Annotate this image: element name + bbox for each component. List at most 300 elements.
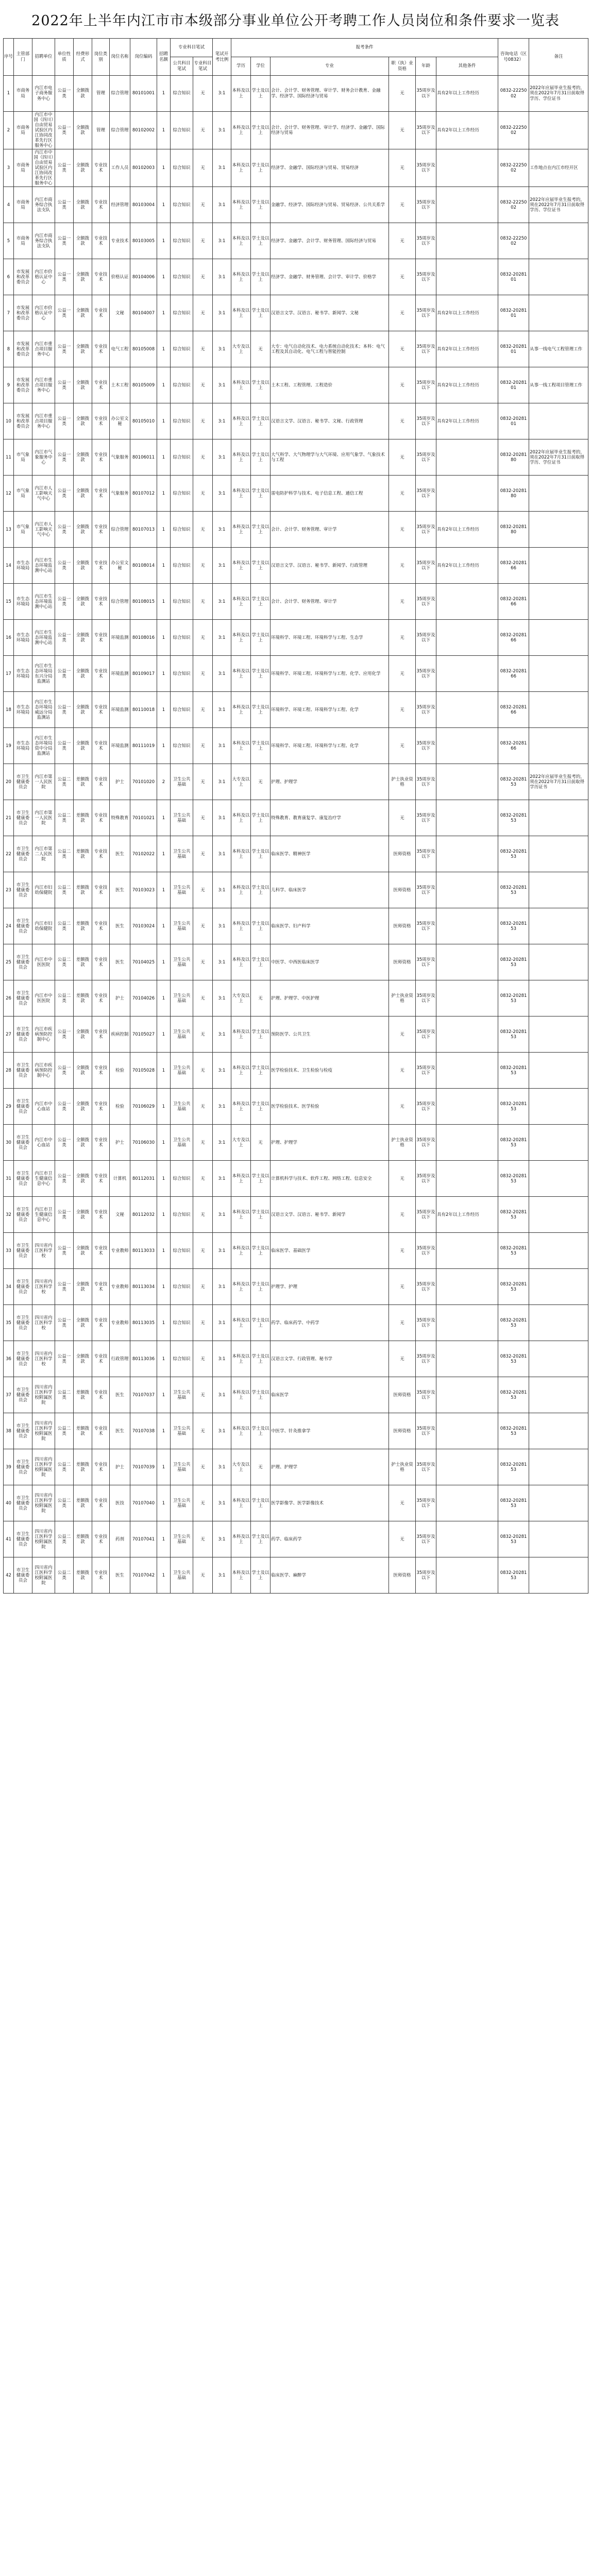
cell-title-cert: 无 xyxy=(389,1016,416,1053)
cell-phone: 0832-2028153 xyxy=(498,1413,529,1449)
cell-count: 1 xyxy=(157,223,171,259)
cell-dept: 市生态环境局 xyxy=(14,584,32,620)
cell-exam-ratio: 3:1 xyxy=(213,1053,231,1089)
cell-degree: 学士及以上 xyxy=(251,1521,271,1557)
cell-unit: 内江市妇幼保健院 xyxy=(32,872,55,908)
cell-exam-public: 无 xyxy=(193,908,213,944)
cell-exam-subject: 综合知识 xyxy=(171,584,193,620)
cell-unit-type: 公益一类 xyxy=(55,259,74,295)
cell-dept: 市卫生健康委员会 xyxy=(14,1269,32,1305)
cell-remark xyxy=(529,1016,588,1053)
cell-post-code: 80107013 xyxy=(130,512,157,548)
cell-post-name: 医生 xyxy=(110,908,130,944)
cell-age: 35周岁及以下 xyxy=(416,476,436,512)
cell-unit: 内江市中国（四川）自由贸易试验区内江协同改革先行区服务中心 xyxy=(32,112,55,149)
cell-remark xyxy=(529,800,588,836)
cell-major: 医学检验技术、卫生检验与检疫 xyxy=(271,1053,389,1089)
cell-title-cert: 医师资格 xyxy=(389,908,416,944)
cell-other xyxy=(436,1125,498,1161)
cell-exam-ratio: 3:1 xyxy=(213,692,231,728)
cell-exam-public: 无 xyxy=(193,1125,213,1161)
cell-post-cat: 专业技术 xyxy=(92,1016,110,1053)
cell-dept: 市生态环境局 xyxy=(14,620,32,656)
cell-exam-public: 无 xyxy=(193,1377,213,1413)
cell-exam-ratio: 3:1 xyxy=(213,728,231,764)
cell-major: 汉语言文学、行政管理、秘书学 xyxy=(271,1341,389,1377)
cell-seq: 38 xyxy=(4,1413,14,1449)
cell-unit-type: 公益一类 xyxy=(55,149,74,187)
cell-count: 1 xyxy=(157,1521,171,1557)
cell-exam-ratio: 3:1 xyxy=(213,872,231,908)
cell-degree: 学士及以上 xyxy=(251,1233,271,1269)
cell-exam-ratio: 3:1 xyxy=(213,584,231,620)
cell-degree: 学士及以上 xyxy=(251,944,271,980)
cell-seq: 15 xyxy=(4,584,14,620)
cell-age: 35周岁及以下 xyxy=(416,620,436,656)
cell-edu: 本科及以上 xyxy=(231,112,251,149)
cell-fund: 全额拨款 xyxy=(74,512,92,548)
cell-unit-type: 公益二类 xyxy=(55,836,74,872)
header-remark: 备注 xyxy=(529,39,588,76)
cell-dept: 市发展和改革委员会 xyxy=(14,259,32,295)
cell-post-cat: 专业技术 xyxy=(92,223,110,259)
cell-remark xyxy=(529,259,588,295)
cell-degree: 学士及以上 xyxy=(251,728,271,764)
cell-major: 预防医学、公共卫生 xyxy=(271,1016,389,1053)
cell-remark xyxy=(529,476,588,512)
cell-count: 1 xyxy=(157,476,171,512)
table-row xyxy=(4,149,588,187)
cell-count: 1 xyxy=(157,1016,171,1053)
cell-degree: 学士及以上 xyxy=(251,295,271,331)
cell-seq: 20 xyxy=(4,764,14,800)
cell-other xyxy=(436,1305,498,1341)
cell-unit: 内江市生态环境监测中心站 xyxy=(32,548,55,584)
cell-unit-type: 公益一类 xyxy=(55,112,74,149)
cell-post-cat: 专业技术 xyxy=(92,295,110,331)
table-row xyxy=(4,1557,588,1594)
cell-fund: 差额拨款 xyxy=(74,1413,92,1449)
cell-age: 35周岁及以下 xyxy=(416,548,436,584)
cell-unit-type: 公益二类 xyxy=(55,1449,74,1485)
cell-remark xyxy=(529,1377,588,1413)
cell-unit-type: 公益二类 xyxy=(55,800,74,836)
cell-major: 医学影像学、医学影像技术 xyxy=(271,1485,389,1521)
table-row xyxy=(4,620,588,656)
cell-age: 35周岁及以下 xyxy=(416,223,436,259)
cell-post-code: 80113033 xyxy=(130,1233,157,1269)
cell-unit: 内江市中国（四川）自由贸易试验区内江协同改革先行区服务中心 xyxy=(32,149,55,187)
cell-dept: 市卫生健康委员会 xyxy=(14,1377,32,1413)
cell-dept: 市卫生健康委员会 xyxy=(14,1233,32,1269)
cell-post-name: 专业教师 xyxy=(110,1269,130,1305)
cell-degree: 无 xyxy=(251,764,271,800)
cell-fund: 全额拨款 xyxy=(74,1269,92,1305)
cell-age: 35周岁及以下 xyxy=(416,836,436,872)
cell-unit: 内江市妇幼保健院 xyxy=(32,908,55,944)
cell-fund: 差额拨款 xyxy=(74,764,92,800)
cell-exam-public: 无 xyxy=(193,439,213,476)
cell-exam-subject: 卫生公共基础 xyxy=(171,908,193,944)
cell-seq: 26 xyxy=(4,980,14,1016)
cell-major: 经济学、金融学、国际经济与贸易、贸易经济 xyxy=(271,149,389,187)
cell-other xyxy=(436,1521,498,1557)
cell-unit-type: 公益二类 xyxy=(55,1485,74,1521)
cell-unit-type: 公益一类 xyxy=(55,692,74,728)
cell-dept: 市商务局 xyxy=(14,112,32,149)
cell-exam-public: 无 xyxy=(193,295,213,331)
cell-unit: 内江市人工影响天气中心 xyxy=(32,476,55,512)
cell-title-cert: 医师资格 xyxy=(389,1557,416,1594)
cell-dept: 市卫生健康委员会 xyxy=(14,1413,32,1449)
cell-post-cat: 专业技术 xyxy=(92,1521,110,1557)
cell-title-cert: 无 xyxy=(389,76,416,112)
cell-exam-subject: 综合知识 xyxy=(171,331,193,367)
cell-exam-ratio: 3:1 xyxy=(213,367,231,403)
cell-remark: 2022年应届毕业生报考的，须在2022年7月31日前取得学历证书 xyxy=(529,764,588,800)
cell-remark xyxy=(529,223,588,259)
cell-age: 35周岁及以下 xyxy=(416,1521,436,1557)
cell-exam-ratio: 3:1 xyxy=(213,1233,231,1269)
cell-other: 具有2年以上工作经历 xyxy=(436,512,498,548)
cell-post-code: 70107039 xyxy=(130,1449,157,1485)
header-exam-ratio: 笔试开考比例 xyxy=(213,39,231,76)
cell-unit-type: 公益二类 xyxy=(55,1521,74,1557)
cell-title-cert: 无 xyxy=(389,1485,416,1521)
cell-major: 经济学、金融学、财务管理、会计学、审计学、价格学 xyxy=(271,259,389,295)
cell-exam-subject: 卫生公共基础 xyxy=(171,800,193,836)
cell-degree: 学士及以上 xyxy=(251,223,271,259)
cell-dept: 市卫生健康委员会 xyxy=(14,1305,32,1341)
cell-seq: 13 xyxy=(4,512,14,548)
cell-exam-ratio: 3:1 xyxy=(213,439,231,476)
cell-seq: 33 xyxy=(4,1233,14,1269)
cell-post-cat: 专业技术 xyxy=(92,980,110,1016)
table-row xyxy=(4,908,588,944)
cell-title-cert: 无 xyxy=(389,439,416,476)
cell-remark xyxy=(529,1341,588,1377)
table-row xyxy=(4,1269,588,1305)
cell-remark xyxy=(529,1125,588,1161)
cell-seq: 27 xyxy=(4,1016,14,1053)
cell-post-cat: 专业技术 xyxy=(92,512,110,548)
cell-dept: 市卫生健康委员会 xyxy=(14,1485,32,1521)
table-row xyxy=(4,764,588,800)
cell-phone: 0832-2028153 xyxy=(498,1341,529,1377)
cell-fund: 差额拨款 xyxy=(74,980,92,1016)
table-row xyxy=(4,1233,588,1269)
cell-degree: 学士及以上 xyxy=(251,112,271,149)
cell-title-cert: 无 xyxy=(389,149,416,187)
cell-unit: 内江市商务综合执法支队 xyxy=(32,187,55,223)
cell-age: 35周岁及以下 xyxy=(416,1449,436,1485)
cell-fund: 全额拨款 xyxy=(74,548,92,584)
cell-phone: 0832-2028180 xyxy=(498,512,529,548)
cell-edu: 大专及以上 xyxy=(231,1125,251,1161)
cell-post-code: 70107041 xyxy=(130,1521,157,1557)
cell-post-name: 医生 xyxy=(110,1413,130,1449)
cell-age: 35周岁及以下 xyxy=(416,584,436,620)
cell-unit: 内江市价格认证中心 xyxy=(32,259,55,295)
cell-other xyxy=(436,1557,498,1594)
cell-phone: 0832-2225002 xyxy=(498,76,529,112)
cell-post-cat: 专业技术 xyxy=(92,908,110,944)
cell-exam-subject: 卫生公共基础 xyxy=(171,1089,193,1125)
cell-count: 1 xyxy=(157,584,171,620)
cell-exam-public: 无 xyxy=(193,403,213,439)
cell-dept: 市卫生健康委员会 xyxy=(14,1089,32,1125)
cell-other: 具有2年以上工作经历 xyxy=(436,76,498,112)
cell-remark xyxy=(529,1305,588,1341)
cell-major: 护理、护理学 xyxy=(271,764,389,800)
cell-exam-ratio: 3:1 xyxy=(213,476,231,512)
cell-title-cert: 无 xyxy=(389,367,416,403)
cell-exam-subject: 综合知识 xyxy=(171,1197,193,1233)
cell-unit: 四川省内江医科学校 xyxy=(32,1233,55,1269)
cell-seq: 28 xyxy=(4,1053,14,1089)
cell-unit: 四川省内江医科学校附属医院 xyxy=(32,1521,55,1557)
cell-fund: 全额拨款 xyxy=(74,1053,92,1089)
cell-fund: 全额拨款 xyxy=(74,367,92,403)
cell-fund: 差额拨款 xyxy=(74,872,92,908)
cell-unit-type: 公益一类 xyxy=(55,1161,74,1197)
cell-unit: 四川省内江医科学校附属医院 xyxy=(32,1449,55,1485)
table-row xyxy=(4,872,588,908)
cell-post-cat: 专业技术 xyxy=(92,1053,110,1089)
cell-unit: 四川省内江医科学校附属医院 xyxy=(32,1413,55,1449)
cell-degree: 学士及以上 xyxy=(251,836,271,872)
cell-post-code: 80105009 xyxy=(130,367,157,403)
cell-post-name: 药剂 xyxy=(110,1521,130,1557)
table-row xyxy=(4,944,588,980)
cell-degree: 学士及以上 xyxy=(251,476,271,512)
cell-edu: 本科及以上 xyxy=(231,439,251,476)
cell-phone: 0832-2225002 xyxy=(498,223,529,259)
cell-exam-ratio: 3:1 xyxy=(213,836,231,872)
header-phone: 咨询电话（区号0832） xyxy=(498,39,529,76)
cell-major: 会计、会计学、财务管理、审计学 xyxy=(271,512,389,548)
cell-exam-ratio: 3:1 xyxy=(213,1485,231,1521)
cell-major: 护理、护理学 xyxy=(271,1125,389,1161)
cell-major: 特殊教育、教育康复学、康复治疗学 xyxy=(271,800,389,836)
cell-exam-subject: 综合知识 xyxy=(171,1269,193,1305)
cell-title-cert: 无 xyxy=(389,548,416,584)
cell-seq: 32 xyxy=(4,1197,14,1233)
cell-exam-ratio: 3:1 xyxy=(213,1521,231,1557)
cell-post-code: 70103024 xyxy=(130,908,157,944)
cell-post-name: 综合管理 xyxy=(110,512,130,548)
cell-title-cert: 无 xyxy=(389,656,416,692)
cell-exam-public: 无 xyxy=(193,1089,213,1125)
cell-unit: 内江市价格认证中心 xyxy=(32,295,55,331)
cell-post-code: 80102003 xyxy=(130,149,157,187)
cell-age: 35周岁及以下 xyxy=(416,656,436,692)
cell-post-code: 70105028 xyxy=(130,1053,157,1089)
cell-post-name: 土木工程 xyxy=(110,367,130,403)
cell-title-cert: 医师资格 xyxy=(389,1377,416,1413)
cell-other xyxy=(436,223,498,259)
cell-edu: 本科及以上 xyxy=(231,620,251,656)
cell-title-cert: 无 xyxy=(389,584,416,620)
cell-degree: 学士及以上 xyxy=(251,1377,271,1413)
header-title-cert: 职（执）业资格 xyxy=(389,57,416,76)
cell-exam-subject: 卫生公共基础 xyxy=(171,1557,193,1594)
cell-edu: 本科及以上 xyxy=(231,1521,251,1557)
cell-age: 35周岁及以下 xyxy=(416,1485,436,1521)
cell-remark xyxy=(529,1449,588,1485)
header-exam-public: 专业科目笔试 xyxy=(193,57,213,76)
cell-exam-ratio: 3:1 xyxy=(213,1016,231,1053)
cell-remark xyxy=(529,620,588,656)
table-row xyxy=(4,439,588,476)
cell-post-code: 80108015 xyxy=(130,584,157,620)
cell-remark xyxy=(529,1557,588,1594)
table-row xyxy=(4,403,588,439)
cell-exam-public: 无 xyxy=(193,1161,213,1197)
cell-post-cat: 专业技术 xyxy=(92,1089,110,1125)
cell-count: 1 xyxy=(157,980,171,1016)
cell-post-cat: 专业技术 xyxy=(92,1485,110,1521)
cell-title-cert: 护士执业资格 xyxy=(389,1449,416,1485)
cell-exam-public: 无 xyxy=(193,1053,213,1089)
cell-post-name: 环境监测 xyxy=(110,620,130,656)
cell-degree: 无 xyxy=(251,1125,271,1161)
cell-exam-subject: 综合知识 xyxy=(171,512,193,548)
cell-age: 35周岁及以下 xyxy=(416,112,436,149)
cell-unit-type: 公益一类 xyxy=(55,1016,74,1053)
cell-exam-subject: 综合知识 xyxy=(171,403,193,439)
cell-count: 1 xyxy=(157,836,171,872)
cell-count: 1 xyxy=(157,872,171,908)
cell-dept: 市卫生健康委员会 xyxy=(14,908,32,944)
cell-degree: 学士及以上 xyxy=(251,1197,271,1233)
cell-exam-public: 无 xyxy=(193,512,213,548)
cell-exam-ratio: 3:1 xyxy=(213,295,231,331)
cell-fund: 差额拨款 xyxy=(74,836,92,872)
cell-age: 35周岁及以下 xyxy=(416,728,436,764)
cell-post-code: 80103005 xyxy=(130,223,157,259)
cell-major: 会计、会计学、财务管理、审计学 xyxy=(271,584,389,620)
cell-other xyxy=(436,584,498,620)
header-fund: 经费形式 xyxy=(74,39,92,76)
cell-fund: 全额拨款 xyxy=(74,187,92,223)
cell-dept: 市商务局 xyxy=(14,149,32,187)
cell-major: 中医学、中西医临床医学 xyxy=(271,944,389,980)
cell-seq: 22 xyxy=(4,836,14,872)
cell-edu: 本科及以上 xyxy=(231,1557,251,1594)
cell-other xyxy=(436,656,498,692)
cell-age: 35周岁及以下 xyxy=(416,1557,436,1594)
cell-major: 汉语言文学、汉语言、秘书学、新闻学 xyxy=(271,1197,389,1233)
cell-major: 环境科学、环境工程、环境科学与工程、生态学 xyxy=(271,620,389,656)
cell-degree: 学士及以上 xyxy=(251,872,271,908)
cell-other xyxy=(436,1089,498,1125)
cell-remark xyxy=(529,1233,588,1269)
cell-post-code: 70107037 xyxy=(130,1377,157,1413)
cell-age: 35周岁及以下 xyxy=(416,944,436,980)
cell-fund: 全额拨款 xyxy=(74,476,92,512)
cell-post-name: 医生 xyxy=(110,944,130,980)
cell-seq: 6 xyxy=(4,259,14,295)
recruitment-table xyxy=(3,38,588,1594)
cell-unit: 内江市中心血站 xyxy=(32,1125,55,1161)
cell-degree: 学士及以上 xyxy=(251,584,271,620)
cell-major: 经济学、金融学、会计学、财务管理、国际经济与贸易 xyxy=(271,223,389,259)
cell-unit-type: 公益一类 xyxy=(55,1233,74,1269)
cell-unit: 内江市重点项目服务中心 xyxy=(32,331,55,367)
cell-title-cert: 无 xyxy=(389,1233,416,1269)
cell-exam-ratio: 3:1 xyxy=(213,149,231,187)
cell-edu: 本科及以上 xyxy=(231,512,251,548)
cell-exam-ratio: 3:1 xyxy=(213,512,231,548)
cell-exam-public: 无 xyxy=(193,800,213,836)
cell-post-name: 综合管理 xyxy=(110,112,130,149)
cell-dept: 市发展和改革委员会 xyxy=(14,295,32,331)
cell-edu: 本科及以上 xyxy=(231,76,251,112)
cell-phone: 0832-2028153 xyxy=(498,1449,529,1485)
cell-remark: 2022年应届毕业生报考的，须在2022年7月31日前取得学历、学位证书 xyxy=(529,76,588,112)
cell-major: 金融学、经济学、国际经济与贸易、贸易经济、公共关系学 xyxy=(271,187,389,223)
cell-post-cat: 专业技术 xyxy=(92,1305,110,1341)
cell-count: 1 xyxy=(157,1161,171,1197)
cell-seq: 5 xyxy=(4,223,14,259)
cell-phone: 0832-2028153 xyxy=(498,872,529,908)
cell-exam-subject: 卫生公共基础 xyxy=(171,944,193,980)
cell-major: 中医学、针灸推拿学 xyxy=(271,1413,389,1449)
cell-other xyxy=(436,1449,498,1485)
cell-degree: 学士及以上 xyxy=(251,908,271,944)
cell-age: 35周岁及以下 xyxy=(416,367,436,403)
cell-fund: 全额拨款 xyxy=(74,149,92,187)
cell-phone: 0832-2028153 xyxy=(498,1053,529,1089)
cell-unit: 内江市中医医院 xyxy=(32,944,55,980)
cell-dept: 市商务局 xyxy=(14,76,32,112)
cell-exam-subject: 综合知识 xyxy=(171,1161,193,1197)
cell-fund: 全额拨款 xyxy=(74,656,92,692)
cell-remark xyxy=(529,908,588,944)
cell-exam-ratio: 3:1 xyxy=(213,1305,231,1341)
cell-degree: 无 xyxy=(251,331,271,367)
cell-post-code: 70101020 xyxy=(130,764,157,800)
cell-post-cat: 专业技术 xyxy=(92,331,110,367)
cell-edu: 大专及以上 xyxy=(231,1449,251,1485)
cell-exam-public: 无 xyxy=(193,584,213,620)
cell-unit: 内江市疾病预防控制中心 xyxy=(32,1053,55,1089)
cell-age: 35周岁及以下 xyxy=(416,76,436,112)
cell-title-cert: 无 xyxy=(389,620,416,656)
cell-exam-public: 无 xyxy=(193,1485,213,1521)
cell-major: 临床医学、精神医学 xyxy=(271,836,389,872)
cell-remark xyxy=(529,692,588,728)
table-row xyxy=(4,187,588,223)
cell-post-name: 专业教师 xyxy=(110,1233,130,1269)
cell-fund: 差额拨款 xyxy=(74,944,92,980)
cell-post-name: 医技 xyxy=(110,1485,130,1521)
table-row xyxy=(4,1125,588,1161)
cell-other xyxy=(436,259,498,295)
cell-post-code: 80108014 xyxy=(130,548,157,584)
cell-dept: 市卫生健康委员会 xyxy=(14,1197,32,1233)
cell-post-name: 专业教师 xyxy=(110,1305,130,1341)
cell-edu: 本科及以上 xyxy=(231,476,251,512)
cell-unit: 内江市生态环境局东兴分局监测站 xyxy=(32,656,55,692)
cell-degree: 学士及以上 xyxy=(251,1089,271,1125)
cell-seq: 34 xyxy=(4,1269,14,1305)
cell-seq: 8 xyxy=(4,331,14,367)
cell-fund: 全额拨款 xyxy=(74,259,92,295)
cell-fund: 差额拨款 xyxy=(74,1485,92,1521)
cell-age: 35周岁及以下 xyxy=(416,403,436,439)
